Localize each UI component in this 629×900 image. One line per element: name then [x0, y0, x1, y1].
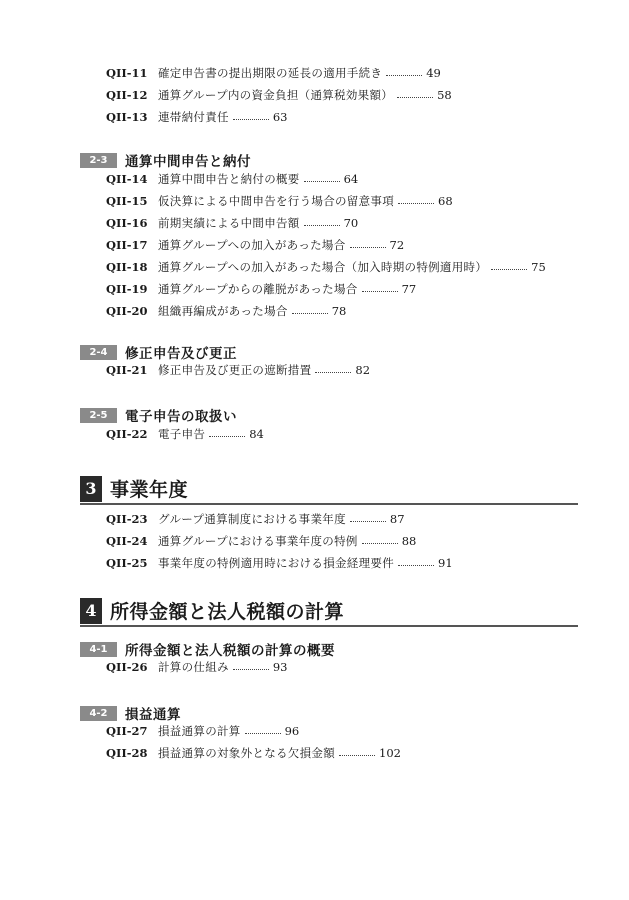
page-number: 78	[331, 304, 347, 318]
entry-title: 損益通算の計算	[158, 724, 241, 738]
toc-entry-list	[106, 168, 546, 322]
toc-entry[interactable]	[106, 212, 546, 234]
page-number: 58	[437, 88, 452, 102]
section-title: 損益通算	[125, 707, 181, 723]
dot-leader	[350, 246, 386, 248]
dot-leader	[304, 224, 340, 226]
dot-leader	[397, 96, 433, 98]
page-number: 75	[531, 260, 546, 274]
entry-title: 組織再編成があった場合	[158, 304, 288, 318]
page-number: 84	[249, 427, 264, 441]
section-number-badge: 4-1	[80, 642, 117, 657]
question-id: QII-23	[106, 512, 148, 526]
entry-title: 通算グループからの離脱があった場合	[158, 282, 358, 296]
toc-entry[interactable]	[106, 742, 401, 764]
toc-entry-list	[106, 508, 453, 574]
dot-leader	[315, 371, 351, 373]
dot-leader	[386, 74, 422, 76]
entry-title: 通算グループへの加入があった場合（加入時期の特例適用時）	[158, 260, 488, 274]
page-number: 68	[438, 194, 453, 208]
page-number: 88	[401, 534, 417, 548]
question-id: QII-14	[106, 172, 148, 186]
entry-title: 計算の仕組み	[158, 660, 229, 674]
entry-title: 通算グループにおける事業年度の特例	[158, 534, 358, 548]
dot-leader	[362, 290, 398, 292]
question-id: QII-13	[106, 110, 148, 124]
section-title: 修正申告及び更正	[125, 346, 237, 362]
section-heading[interactable]	[80, 150, 251, 170]
section-heading[interactable]	[80, 405, 237, 425]
question-id: QII-18	[106, 260, 148, 274]
page-number: 87	[389, 512, 405, 526]
entry-title: 確定申告書の提出期限の延長の適用手続き	[158, 66, 383, 80]
entry-title: 前期実績による中間申告額	[158, 216, 300, 230]
toc-entry-list	[106, 656, 287, 678]
entry-title: 事業年度の特例適用時における損金経理要件	[158, 556, 394, 570]
question-id: QII-12	[106, 88, 148, 102]
question-id: QII-11	[106, 66, 148, 80]
chapter-title: 所得金額と法人税額の計算	[110, 601, 345, 623]
dot-leader	[233, 668, 269, 670]
page-number: 49	[426, 66, 441, 80]
question-id: QII-16	[106, 216, 148, 230]
section-number-badge: 2-5	[80, 408, 117, 423]
question-id: QII-15	[106, 194, 148, 208]
question-id: QII-20	[106, 304, 148, 318]
page-number: 102	[379, 746, 401, 760]
section-title: 通算中間申告と納付	[125, 154, 251, 170]
toc-entry[interactable]	[106, 106, 452, 128]
chapter-rule	[80, 625, 578, 627]
toc-entry-list	[106, 720, 401, 764]
dot-leader	[209, 435, 245, 437]
toc-entry[interactable]	[106, 530, 453, 552]
chapter-title: 事業年度	[110, 479, 189, 501]
toc-entry[interactable]	[106, 300, 546, 322]
question-id: QII-19	[106, 282, 148, 296]
toc-entry[interactable]	[106, 552, 453, 574]
entry-title: 連帯納付責任	[158, 110, 229, 124]
question-id: QII-26	[106, 660, 148, 674]
dot-leader	[398, 564, 434, 566]
entry-title: 仮決算による中間申告を行う場合の留意事項	[158, 194, 394, 208]
entry-title: 通算グループへの加入があった場合	[158, 238, 346, 252]
toc-entry[interactable]	[106, 168, 546, 190]
question-id: QII-28	[106, 746, 148, 760]
entry-title: グループ通算制度における事業年度	[158, 512, 346, 526]
question-id: QII-25	[106, 556, 148, 570]
section-title: 電子申告の取扱い	[125, 409, 237, 425]
dot-leader	[398, 202, 434, 204]
page-number: 70	[343, 216, 359, 230]
section-title: 所得金額と法人税額の計算の概要	[125, 643, 335, 659]
question-id: QII-24	[106, 534, 148, 548]
toc-entry-list	[106, 359, 370, 381]
chapter-heading[interactable]	[80, 475, 188, 502]
page-number: 64	[343, 172, 359, 186]
toc-entry[interactable]	[106, 190, 546, 212]
toc-entry[interactable]	[106, 423, 264, 445]
toc-entry[interactable]	[106, 278, 546, 300]
entry-title: 修正申告及び更正の遮断措置	[158, 363, 312, 377]
dot-leader	[339, 754, 375, 756]
dot-leader	[491, 268, 527, 270]
dot-leader	[245, 732, 281, 734]
section-number-badge: 2-3	[80, 153, 117, 168]
section-number-badge: 2-4	[80, 345, 117, 360]
page-number: 72	[389, 238, 405, 252]
chapter-number-badge: 3	[80, 476, 102, 502]
toc-entry[interactable]	[106, 62, 452, 84]
dot-leader	[233, 118, 269, 120]
chapter-number-badge: 4	[80, 598, 102, 624]
toc-entry[interactable]	[106, 720, 401, 742]
dot-leader	[304, 180, 340, 182]
question-id: QII-17	[106, 238, 148, 252]
toc-entry-list	[106, 423, 264, 445]
question-id: QII-21	[106, 363, 148, 377]
toc-entry[interactable]	[106, 234, 546, 256]
toc-entry-list	[106, 62, 452, 128]
page-number: 93	[272, 660, 288, 674]
toc-entry[interactable]	[106, 508, 453, 530]
toc-entry[interactable]	[106, 656, 287, 678]
toc-entry[interactable]	[106, 84, 452, 106]
question-id: QII-22	[106, 427, 148, 441]
page-number: 82	[355, 363, 371, 377]
toc-entry[interactable]	[106, 256, 546, 278]
dot-leader	[350, 520, 386, 522]
page-number: 96	[284, 724, 300, 738]
chapter-rule	[80, 503, 578, 505]
chapter-heading[interactable]	[80, 597, 344, 624]
entry-title: 通算中間申告と納付の概要	[158, 172, 300, 186]
entry-title: 損益通算の対象外となる欠損金額	[158, 746, 335, 760]
dot-leader	[292, 312, 328, 314]
page-number: 77	[401, 282, 417, 296]
entry-title: 通算グループ内の資金負担（通算税効果額）	[158, 88, 394, 102]
dot-leader	[362, 542, 398, 544]
page-number: 63	[272, 110, 288, 124]
toc-entry[interactable]	[106, 359, 370, 381]
entry-title: 電子申告	[158, 427, 206, 441]
page-number: 91	[438, 556, 453, 570]
section-number-badge: 4-2	[80, 706, 117, 721]
question-id: QII-27	[106, 724, 148, 738]
